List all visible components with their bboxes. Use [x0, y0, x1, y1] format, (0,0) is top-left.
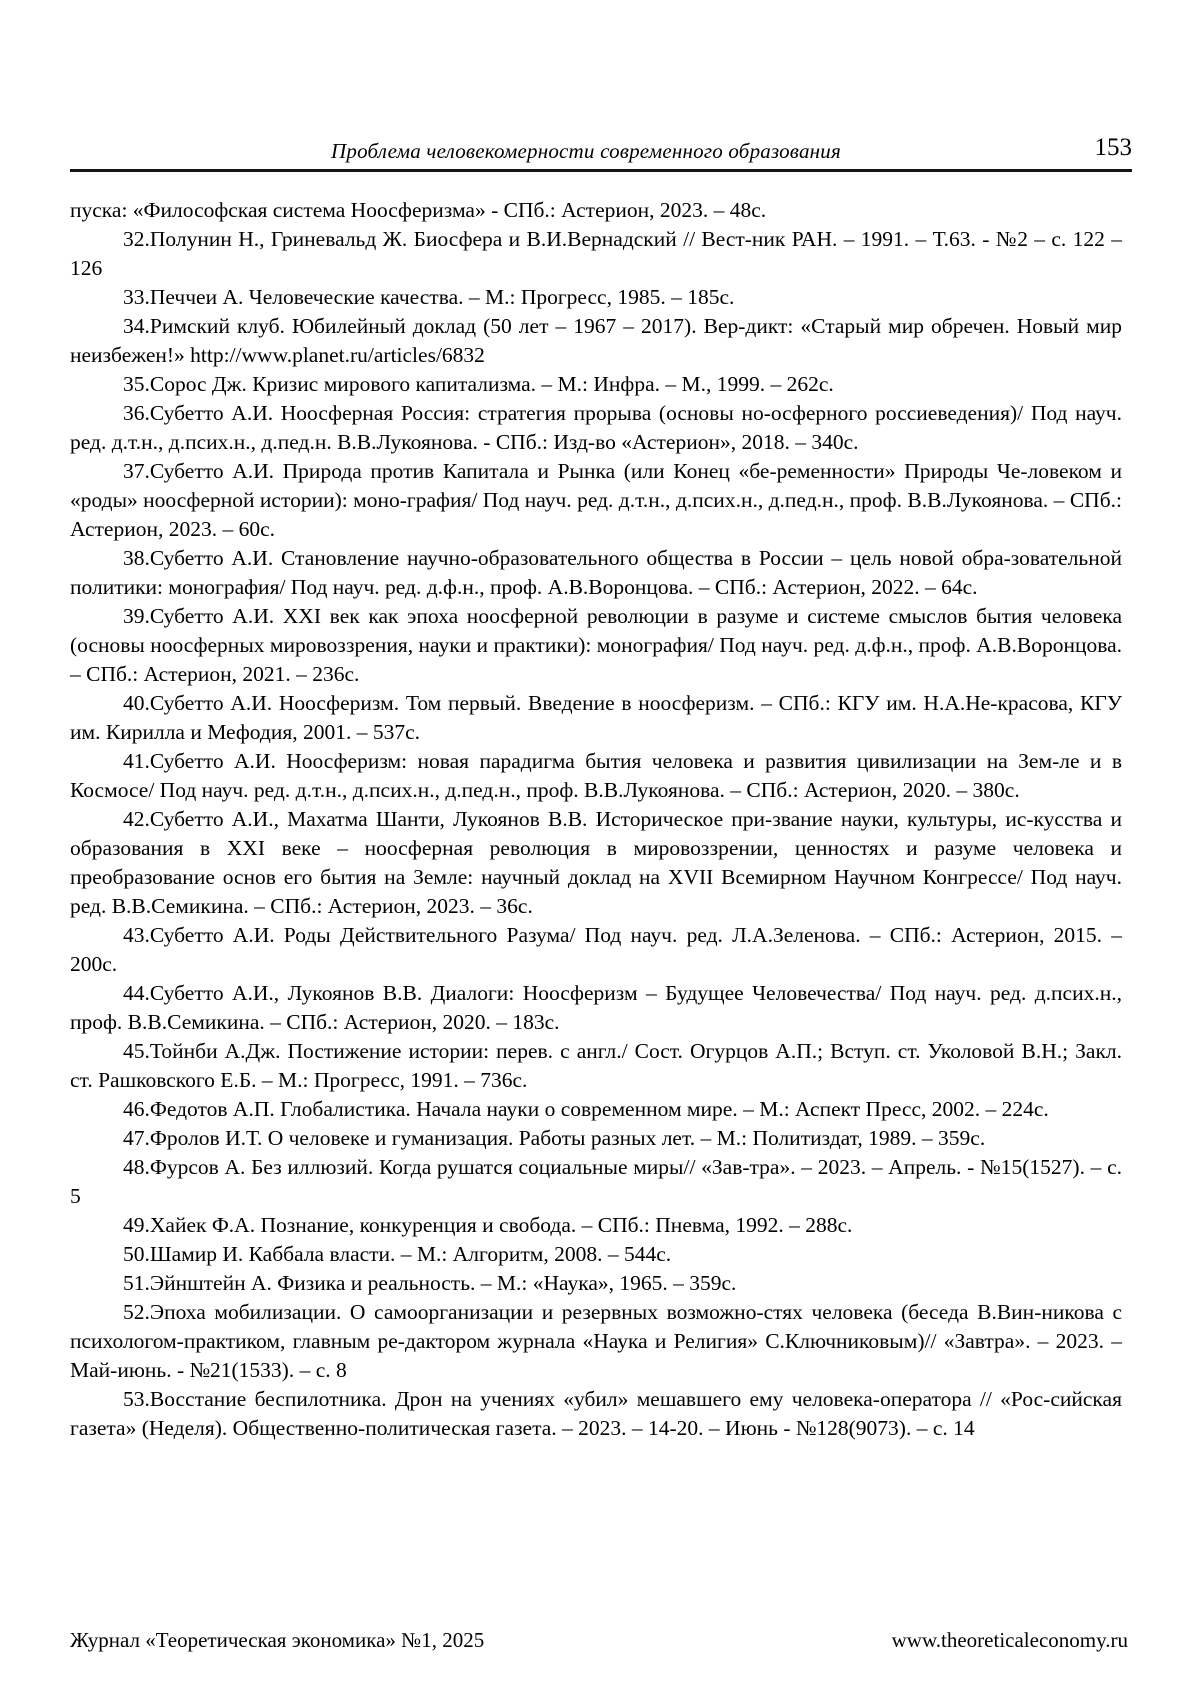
page-number: 153: [1094, 134, 1132, 161]
bibliography-entry: 37.Субетто А.И. Природа против Капитала и Рынка (или Конец «бе-ременности» Природы Че-ловеком и «роды» ноосферной истории): моно-графия/ Под науч. ред. д.т.н., д.псих.н., д.пед.н., проф. В.В.Лукоянова. – СПб.: Астерион, 2023. – 60с.: [70, 459, 1122, 541]
bibliography-entry: 32.Полунин Н., Гриневальд Ж. Биосфера и В.И.Вернадский // Вест-ник РАН. – 1991. – Т.63. - №2 – с. 122 – 126: [70, 227, 1122, 280]
page-footer: [70, 1628, 1128, 1653]
header-divider: [70, 169, 1132, 172]
bibliography-entry: 43.Субетто А.И. Роды Действительного Разума/ Под науч. ред. Л.А.Зеленова. – СПб.: Астерион, 2015. – 200с.: [70, 923, 1122, 976]
bibliography: [70, 196, 1122, 1443]
bibliography-entry: 52.Эпоха мобилизации. О самоорганизации и резервных возможно-стях человека (беседа В.Вин-никова с психологом-практиком, главным ре-дактором журнала «Наука и Религия» С.Ключниковым)// «Завтра». – 2023. – Май-июнь. - №21(1533). – с. 8: [70, 1300, 1122, 1382]
bibliography-entry: 39.Субетто А.И. XXI век как эпоха ноосферной революции в разуме и системе смыслов бытия человека (основы ноосферных мировоззрения, науки и практики): монография/ Под науч. ред. д.ф.н., проф. А.В.Воронцова. – СПб.: Астерион, 2021. – 236с.: [70, 604, 1122, 686]
bibliography-entry: 48.Фурсов А. Без иллюзий. Когда рушатся социальные миры// «Зав-тра». – 2023. – Апрель. - №15(1527). – с. 5: [70, 1155, 1122, 1208]
bibliography-entry: 38.Субетто А.И. Становление научно-образовательного общества в России – цель новой обра-зовательной политики: монография/ Под науч. ред. д.ф.н., проф. А.В.Воронцова. – СПб.: Астерион, 2022. – 64с.: [70, 546, 1122, 599]
bibliography-entry: 36.Субетто А.И. Ноосферная Россия: стратегия прорыва (основы но-осферного россиеведения)/ Под науч. ред. д.т.н., д.псих.н., д.пед.н. В.В.Лукоянова. - СПб.: Изд-во «Астерион», 2018. – 340с.: [70, 401, 1122, 454]
bibliography-entry: 47.Фролов И.Т. О человеке и гуманизация. Работы разных лет. – М.: Политиздат, 1989. – 359с.: [123, 1126, 986, 1150]
bibliography-entry: 35.Сорос Дж. Кризис мирового капитализма. – М.: Инфра. – М., 1999. – 262с.: [123, 372, 834, 396]
bibliography-entry: 41.Субетто А.И. Ноосферизм: новая парадигма бытия человека и развития цивилизации на Зем-ле и в Космосе/ Под науч. ред. д.т.н., д.псих.н., д.пед.н., проф. В.В.Лукоянова. – СПб.: Астерион, 2020. – 380с.: [70, 749, 1122, 802]
running-head-title: Проблема человекомерности современного образования: [331, 139, 841, 163]
bibliography-entry-continuation: пуска: «Философская система Ноосферизма» - СПб.: Астерион, 2023. – 48с.: [70, 198, 767, 222]
bibliography-entry: 53.Восстание беспилотника. Дрон на учениях «убил» мешавшего ему человека-оператора // «Рос-сийская газета» (Неделя). Общественно-политическая газета. – 2023. – 14-20. – Июнь - №128(9073). – с. 14: [70, 1387, 1122, 1440]
bibliography-entry: 33.Печчеи А. Человеческие качества. – М.: Прогресс, 1985. – 185с.: [123, 285, 735, 309]
bibliography-entry: 46.Федотов А.П. Глобалистика. Начала науки о современном мире. – М.: Аспект Пресс, 2002. – 224с.: [123, 1097, 1049, 1121]
bibliography-entry: 50.Шамир И. Каббала власти. – М.: Алгоритм, 2008. – 544с.: [123, 1242, 672, 1266]
journal-title: Журнал «Теоретическая экономика» №1, 2025: [70, 1628, 485, 1652]
bibliography-entry: 42.Субетто А.И., Махатма Шанти, Лукоянов В.В. Историческое при-звание науки, культуры, ис-кусства и образования в XXI веке – ноосферная революция в мировоззрении, ценностях и разуме человека и преобразование основ его бытия на Земле: научный доклад на XVII Всемирном Научном Конгрессе/ Под науч. ред. В.В.Семикина. – СПб.: Астерион, 2023. – 36с.: [70, 807, 1122, 918]
bibliography-entry: 51.Эйнштейн А. Физика и реальность. – М.: «Наука», 1965. – 359с.: [123, 1271, 737, 1295]
bibliography-entry: 40.Субетто А.И. Ноосферизм. Том первый. Введение в ноосферизм. – СПб.: КГУ им. Н.А.Не-красова, КГУ им. Кирилла и Мефодия, 2001. – 537с.: [70, 691, 1122, 744]
running-head: [70, 134, 1132, 170]
bibliography-entry: 34.Римский клуб. Юбилейный доклад (50 лет – 1967 – 2017). Вер-дикт: «Старый мир обречен. Новый мир неизбежен!» http://www.planet.ru/articles/6832: [70, 314, 1122, 367]
bibliography-entry-list: [70, 225, 1122, 1443]
journal-website: www.theoreticaleconomy.ru: [891, 1628, 1128, 1652]
bibliography-entry: 45.Тойнби А.Дж. Постижение истории: перев. с англ./ Сост. Огурцов А.П.; Вступ. ст. Уколовой В.Н.; Закл. ст. Рашковского Е.Б. – М.: Прогресс, 1991. – 736с.: [70, 1039, 1122, 1092]
bibliography-entry: 44.Субетто А.И., Лукоянов В.В. Диалоги: Ноосферизм – Будущее Человечества/ Под науч. ред. д.псих.н., проф. В.В.Семикина. – СПб.: Астерион, 2020. – 183с.: [70, 981, 1122, 1034]
bibliography-entry: 49.Хайек Ф.А. Познание, конкуренция и свобода. – СПб.: Пневма, 1992. – 288с.: [123, 1213, 853, 1237]
